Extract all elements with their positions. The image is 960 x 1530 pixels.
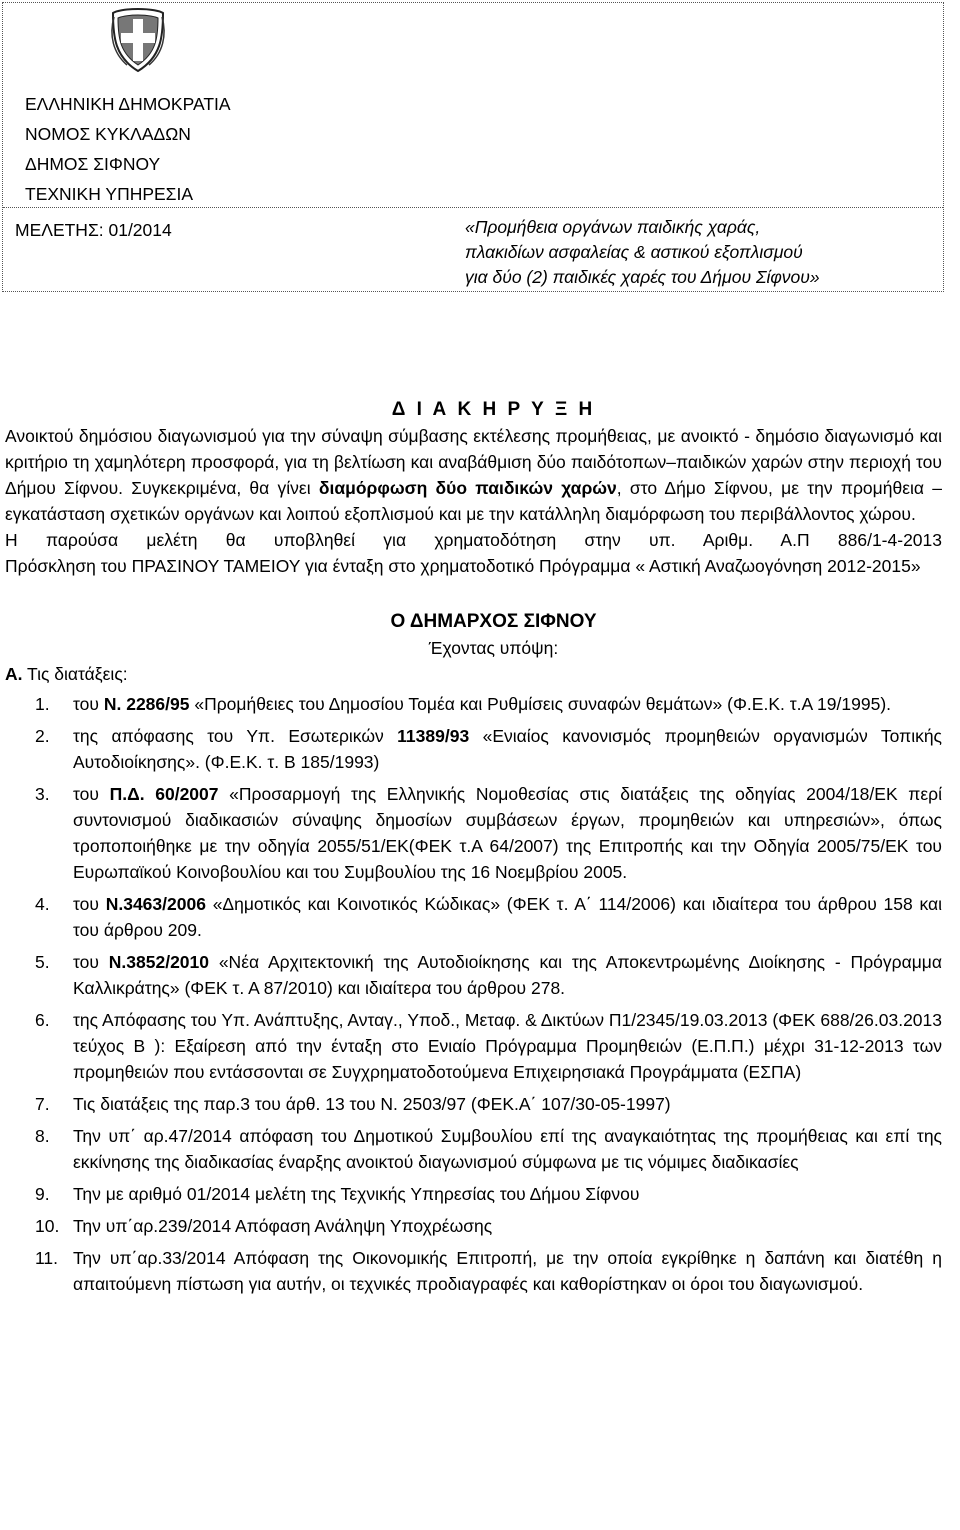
intro-text: Ανοικτού δημόσιου διαγωνισμού για την σύναψη σύμβασης εκτέλεσης προμήθειας, με ανοικτό - δημόσιο διαγωνισμό και κριτήριο τη χαμηλότερη προσφορά, για τη βελτίωση και αναβάθμιση δύο παιδότοπων–παιδικών χαρών στην περιοχή του Δήμου Σίφνου. Συγκεκριμένα, θα γίνει <box>5 426 942 498</box>
study-number: ΜΕΛΕΤΗΣ: 01/2014 <box>15 220 172 240</box>
intro-bold-text: διαμόρφωση δύο παιδικών χαρών <box>318 478 617 498</box>
intro-paragraph <box>5 423 942 527</box>
list-item <box>5 891 942 943</box>
list-item <box>5 1007 942 1085</box>
authority-line: ΕΛΛΗΝΙΚΗ ΔΗΜΟΚΡΑΤΙΑ <box>25 94 231 114</box>
item-number: 10. <box>35 1216 60 1236</box>
list-item <box>5 1245 942 1297</box>
document-heading: Δ Ι Α Κ Η Ρ Υ Ξ Η <box>391 399 596 420</box>
item-bold-text: Ν. 2286/95 <box>103 694 190 714</box>
item-bold-text: 11389/93 <box>397 726 470 746</box>
document-header <box>2 2 944 292</box>
item-text-end: «Νέα Αρχιτεκτονική της Αυτοδιοίκησης και της Αποκεντρωμένης Διοίκησης - Πρόγραμμα Καλλικράτης» (ΦΕΚ τ. Α 87/2010) και ιδιαίτερα του άρθρου 278. <box>73 952 942 998</box>
intro-text-end: , στο Δήμο Σίφνου, με την προμήθεια – εγκατάσταση σχετικών οργάνων και λοιπού εξοπλισμού και με την κατάλληλη διαμόρφωση του περιβάλλοντος χώρου. <box>5 478 943 524</box>
greek-coat-of-arms-icon <box>109 7 167 73</box>
item-number: 1. <box>35 694 50 714</box>
item-bold-text: Ν.3463/2006 <box>105 894 206 914</box>
item-text: του <box>73 952 109 972</box>
study-title <box>465 215 935 290</box>
authority-line: ΤΕΧΝΙΚΗ ΥΠΗΡΕΣΙΑ <box>25 184 194 204</box>
item-text: Την υπ΄ αρ.47/2014 απόφαση του Δημοτικού Συμβουλίου επί της αναγκαιότητας της προμήθειας και επί της εκκίνησης της διαδικασίας έναρξης ανοικτού διαγωνισμού σύμφωνα με τις νόμιμες διαδικασίες <box>73 1126 942 1172</box>
authority-block <box>25 89 231 209</box>
section-a-letter: Α. <box>5 664 23 684</box>
item-text-end: «Προμήθειες του Δημοσίου Τομέα και Ρυθμίσεις συναφών θεμάτων» (Φ.Ε.Κ. τ.Α 19/1995). <box>189 694 892 714</box>
item-number: 7. <box>35 1094 50 1114</box>
item-number: 2. <box>35 726 50 746</box>
list-item <box>5 1123 942 1175</box>
item-text: του <box>73 894 106 914</box>
study-title-line: «Προμήθεια οργάνων παιδικής χαράς, <box>465 217 761 237</box>
considering-heading: Έχοντας υπόψη: <box>428 638 559 658</box>
item-text: της Απόφασης του Υπ. Ανάπτυξης, Ανταγ., Υποδ., Μεταφ. & Δικτύων Π1/2345/19.03.2013 (ΦΕΚ 688/26.03.2013 τεύχος Β ): Εξαίρεση από την ένταξη στο Ενιαίο Πρόγραμμα Προμηθειών (Ε.Π.Π.) μέχρι 31-12-2013 των προμηθειών που εντάσσονται σε Συγχρηματοδοτούμενα Επιχειρησιακά Προγράμματα (ΕΣΠΑ) <box>73 1010 942 1082</box>
item-text: της απόφασης του Υπ. Εσωτερικών <box>73 726 398 746</box>
item-text: Την υπ΄αρ.33/2014 Απόφαση της Οικονομικής Επιτροπή, με την οποία εγκρίθηκε η δαπάνη και διατέθη η απαιτούμενη πίστωση για αυτήν, οι τεχνικές προδιαγραφές και καθορίστηκαν οι όροι του διαγωνισμού. <box>73 1248 942 1294</box>
item-number: 9. <box>35 1184 50 1204</box>
list-item <box>5 723 942 775</box>
item-number: 4. <box>35 894 50 914</box>
item-bold-text: Ν.3852/2010 <box>108 952 210 972</box>
funding-paragraph: Πρόσκληση του ΠΡΑΣΙΝΟΥ ΤΑΜΕΙΟΥ για ένταξη στο χρηματοδοτικό Πρόγραμμα « Αστική Αναζωογόνηση 2012-2015» <box>5 556 921 576</box>
section-a-heading <box>5 661 942 687</box>
list-item <box>5 691 942 717</box>
item-bold-text: Π.Δ. 60/2007 <box>109 784 219 804</box>
header-divider <box>3 207 943 208</box>
item-number: 8. <box>35 1126 50 1146</box>
mayor-heading: Ο ΔΗΜΑΡΧΟΣ ΣΙΦΝΟΥ <box>390 611 597 632</box>
item-number: 5. <box>35 952 50 972</box>
item-text: Την με αριθμό 01/2014 μελέτη της Τεχνικής Υπηρεσίας του Δήμου Σίφνου <box>73 1184 640 1204</box>
section-a-label: Τις διατάξεις: <box>22 664 128 684</box>
legal-provisions-list <box>5 691 942 1297</box>
item-text: του <box>73 694 104 714</box>
document-body <box>5 397 942 1303</box>
study-title-line: πλακιδίων ασφαλείας & αστικού εξοπλισμού <box>465 242 803 262</box>
item-number: 3. <box>35 784 50 804</box>
list-item <box>5 1181 942 1207</box>
item-text-end: «Προσαρμογή της Ελληνικής Νομοθεσίας στις διατάξεις της οδηγίας 2004/18/ΕΚ περί συντονισμού διαδικασιών σύναψης δημοσίων συμβάσεων έργων, προμηθειών και υπηρεσιών», όπως τροποποιήθηκε με την οδηγία 2055/51/ΕΚ(ΦΕΚ τ.Α 64/2007) της Επιτροπής και την Οδηγία 2005/75/ΕΚ του Ευρωπαϊκού Κοινοβουλίου και του Συμβουλίου της 16 Νοεμβρίου 2005. <box>73 784 942 882</box>
list-item <box>5 1091 942 1117</box>
item-number: 6. <box>35 1010 50 1030</box>
item-text-end: «Δημοτικός και Κοινοτικός Κώδικας» (ΦΕΚ τ. Α΄ 114/2006) και ιδιαίτερα του άρθρου 158 και του άρθρου 209. <box>73 894 942 940</box>
list-item <box>5 781 942 885</box>
item-text: Την υπ΄αρ.239/2014 Απόφαση Ανάληψη Υποχρέωσης <box>73 1216 493 1236</box>
item-text-end: «Ενιαίος κανονισμός προμηθειών οργανισμών Τοπικής Αυτοδιοίκησης». (Φ.Ε.Κ. τ. Β 185/1993) <box>73 726 942 772</box>
list-item <box>5 1213 942 1239</box>
item-text: Τις διατάξεις της παρ.3 του άρθ. 13 του Ν. 2503/97 (ΦΕΚ.Α΄ 107/30-05-1997) <box>73 1094 671 1114</box>
item-number: 11. <box>35 1248 59 1268</box>
list-item <box>5 949 942 1001</box>
authority-line: ΝΟΜΟΣ ΚΥΚΛΑΔΩΝ <box>25 124 191 144</box>
study-title-line: για δύο (2) παιδικές χαρές του Δήμου Σίφνου» <box>465 267 820 287</box>
funding-line: Η παρούσα μελέτη θα υποβληθεί για χρηματοδότηση στην υπ. Αριθμ. Α.Π 886/1-4-2013 <box>5 530 942 550</box>
authority-line: ΔΗΜΟΣ ΣΙΦΝΟΥ <box>25 154 161 174</box>
item-text: του <box>73 784 110 804</box>
